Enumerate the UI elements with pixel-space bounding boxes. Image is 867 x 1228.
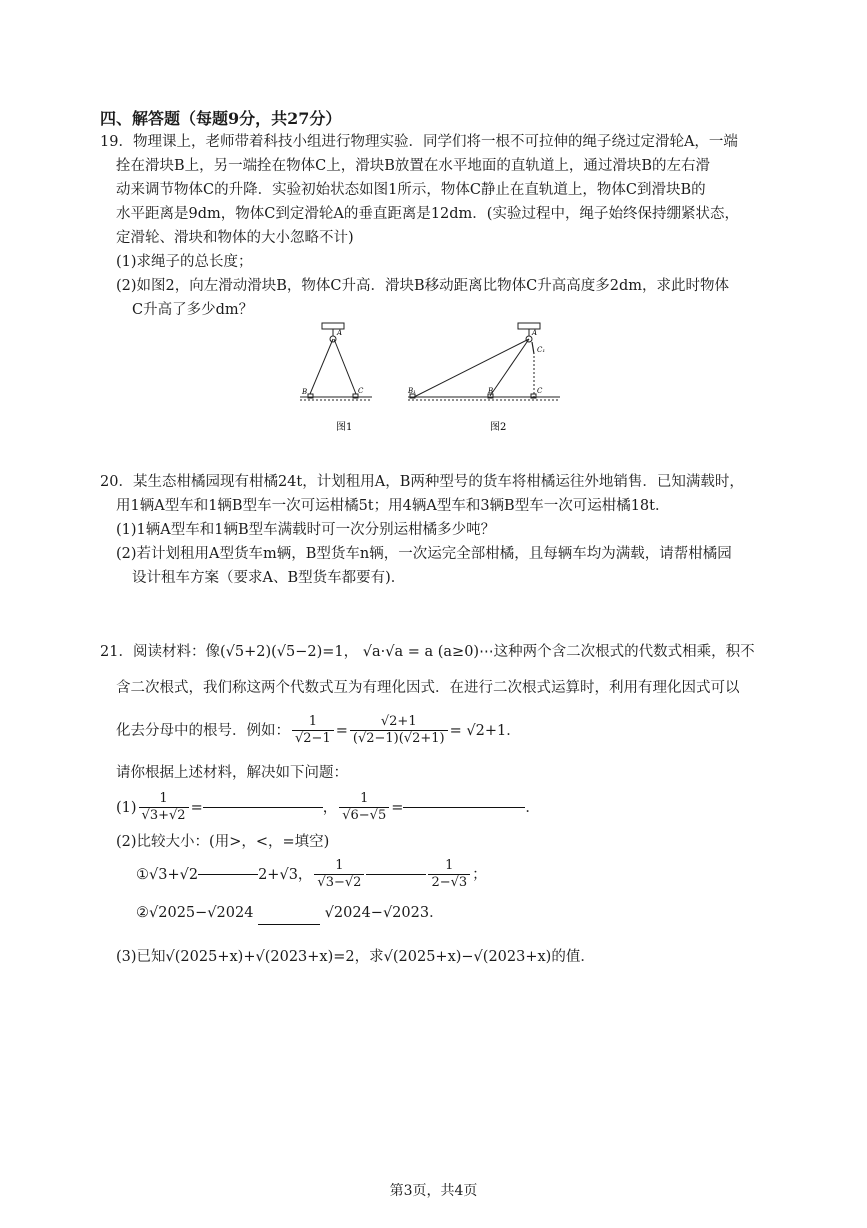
q21-expr-2: √a·√a = a (a≥0): [362, 644, 480, 660]
q19-line: 19．物理课上，老师带着科技小组进行物理实验．同学们将一根不可拉伸的绳子绕过定滑轮A，一端: [100, 134, 738, 150]
label-c: C: [537, 387, 543, 395]
figure-1-caption: 图1: [336, 422, 353, 433]
p2-frac-1: $\frac{1}{√3-√2}$: [314, 858, 364, 891]
q20-part-2-cont: 设计租车方案（要求A、B型货车都要有)．: [132, 570, 406, 586]
q21-part-2-label: (2)比较大小：(用>，<，=填空): [116, 834, 330, 850]
q19-part-2-cont: C升高了多少dm？: [132, 302, 254, 318]
example-frac-2: $\frac{√2+1}{(√2-1)(√2+1)}$: [350, 714, 448, 747]
label-c1: C₁: [537, 346, 546, 354]
rope-ac1: [532, 342, 534, 354]
q19-part-1: (1)求绳子的总长度；: [116, 254, 253, 270]
page-footer: 第3页，共4页: [389, 1183, 478, 1199]
example-frac-1: $\frac{1}{√2-1}$: [292, 714, 334, 747]
figure-2-caption: 图2: [490, 422, 507, 433]
q21-prefix: 21．阅读材料：像: [100, 644, 220, 660]
section-title: 四、解答题（每题9分，共27分）: [100, 109, 342, 128]
q20-line: 用1辆A型车和1辆B型车一次可运柑橘5t；用4辆A型车和3辆B型车一次可运柑橘18t．: [116, 498, 670, 514]
q21-part-2-ii: ②√2025−√2024 √2024−√2023．: [100, 901, 772, 925]
answer-blank[interactable]: [198, 874, 258, 875]
question-20: [100, 470, 772, 590]
p1-frac-1: $\frac{1}{√3+√2}$: [139, 791, 189, 824]
example-result: = √2+1．: [449, 722, 521, 739]
q21-expr-1: (√5+2)(√5−2)=1，: [219, 644, 359, 660]
answer-blank[interactable]: [258, 906, 320, 925]
question-21: [100, 640, 772, 969]
answer-blank[interactable]: [366, 874, 426, 875]
rope-ab1: [412, 339, 529, 398]
label-b1: B₁: [408, 387, 416, 395]
q20-part-1: (1)1辆A型车和1辆B型车满载时可一次分别运柑橘多少吨？: [116, 522, 496, 538]
q19-line: 拴在滑块B上，另一端拴在物体C上，滑块B放置在水平地面的直轨道上，通过滑块B的左右滑: [116, 158, 711, 174]
rope-ab: [310, 339, 333, 394]
q21-prompt: 请你根据上述材料，解决如下问题：: [116, 765, 348, 781]
label-a: A: [532, 329, 538, 337]
q21-part-2-i: ①√3+√2 2+√3， $\frac{1}{√3-√2}$ $\frac{1}{2-√3}$ ；: [136, 858, 487, 890]
p1-frac-2: $\frac{1}{√6-√5}$: [339, 791, 389, 824]
q21-line-1: [100, 640, 772, 666]
p2-frac-2: $\frac{1}{2-√3}$: [428, 858, 470, 891]
figure-1: [300, 323, 372, 433]
question-19: [100, 130, 772, 322]
q20-line: 20．某生态柑橘园现有柑橘24t，计划租用A，B两种型号的货车将柑橘运往外地销售．已知满载时，: [100, 474, 744, 490]
label-c: C: [358, 387, 364, 395]
label-b: B: [488, 387, 494, 395]
q21-part-3: (3)已知√(2025+x)+√(2023+x)=2，求√(2025+x)−√(2023+x)的值．: [116, 949, 595, 965]
answer-blank[interactable]: [203, 807, 323, 808]
rope-ac: [334, 339, 356, 394]
q21-part-1: (1) $\frac{1}{√3+√2}$ = ， $\frac{1}{√6-√5}$ = ．: [116, 791, 540, 823]
label-a: A: [337, 329, 343, 337]
q19-figures: [300, 318, 560, 442]
q19-part-2: (2)如图2，向左滑动滑块B，物体C升高．滑块B移动距离比物体C升高高度多2dm，求此时物体: [116, 278, 730, 294]
q19-line: 动来调节物体C的升降．实验初始状态如图1所示，物体C静止在直轨道上，物体C到滑块B的: [116, 182, 706, 198]
q21-example-prefix: 化去分母中的根号．例如：: [116, 722, 290, 739]
q21-line-2: 含二次根式，我们称这两个代数式互为有理化因式．在进行二次根式运算时，利用有理化因式可以: [116, 680, 740, 696]
q21-example: 化去分母中的根号．例如： $\frac{1}{√2-1}$ = $\frac{√2+1}{(√2-1)(√2+1)}$ = √2+1．: [116, 714, 521, 746]
q19-line: 定滑轮、滑块和物体的大小忽略不计): [116, 230, 354, 246]
rope-ab: [490, 339, 529, 396]
label-b: B: [302, 388, 308, 396]
q19-line: 水平距离是9dm，物体C到定滑轮A的垂直距离是12dm．(实验过程中，绳子始终保持绷紧状态，: [116, 206, 739, 222]
figure-2: [407, 323, 560, 433]
q20-part-2: (2)若计划租用A型货车m辆，B型货车n辆，一次运完全部柑橘，且每辆车均为满载，请帮柑橘园: [116, 546, 732, 562]
q21-suffix: ⋯这种两个含二次根式的代数式相乘，积不: [479, 644, 755, 660]
answer-blank[interactable]: [403, 807, 525, 808]
